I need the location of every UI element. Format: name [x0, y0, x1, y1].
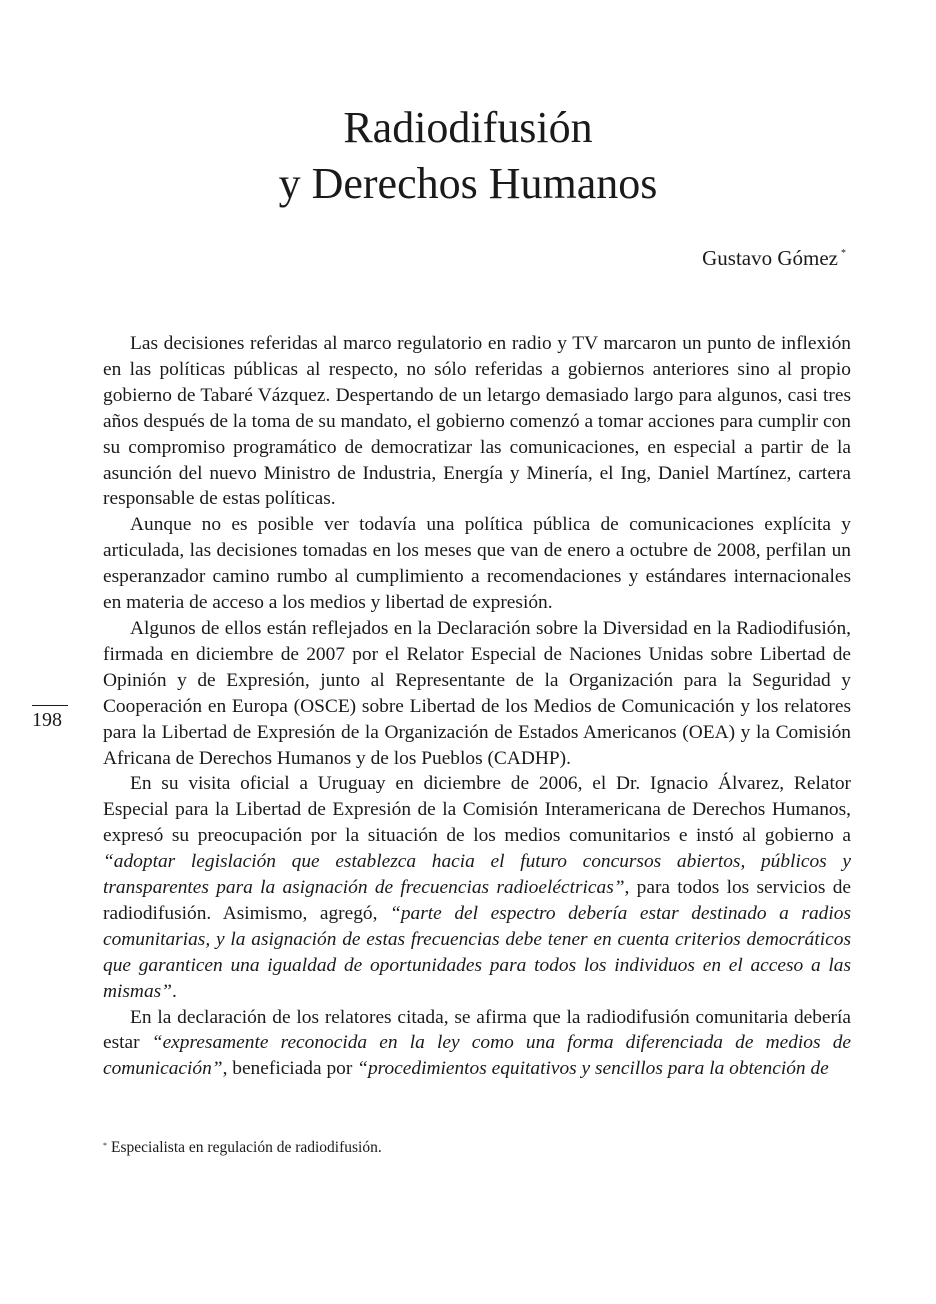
footnote [103, 1138, 382, 1158]
quoted-text: “adoptar legislación que establezca hacia el futuro concursos abiertos, públicos y transparentes para la asignación de frecuencias radioeléctricas” [103, 851, 851, 899]
paragraph-text: Las decisiones referidas al marco regulatorio en radio y TV marcaron un punto de inflexión en las políticas públicas al respecto, no sólo referidas a gobiernos anteriores sino al propio gobierno de Tabaré Vázquez. Despertando de un letargo demasiado largo para algunos, casi tres años después de la toma de su mandato, el gobierno comenzó a tomar acciones para cumplir con su compromiso programático de democratizar las comunicaciones, en especial a partir de la asunción del nuevo Ministro de Industria, Energía y Minería, el Ing, Daniel Martínez, cartera responsable de estas políticas. [103, 333, 851, 510]
title-line-2: y Derechos Humanos [278, 159, 658, 208]
quoted-text: “expresamente reconocida en la ley como una forma diferenciada de medios de comunicación” [103, 1032, 851, 1080]
footnote-text: Especialista en regulación de radiodifusión. [111, 1139, 382, 1156]
paragraph-text: En la declaración de los relatores citada, se afirma que la radiodifusión comunitaria debería estar [103, 1006, 851, 1054]
paragraph-text: Algunos de ellos están reflejados en la Declaración sobre la Diversidad en la Radiodifusión, firmada en diciembre de 2007 por el Relator Especial de Naciones Unidas sobre Libertad de Opinión y de Expresión, junto al Representante de la Organización para la Seguridad y Cooperación en Europa (OSCE) sobre Libertad de los Medios de Comunicación y los relatores para la Libertad de Expresión de la Organización de Estados Americanos (OEA) y la Comisión Africana de Derechos Humanos y de los Pueblos (CADHP). [103, 617, 851, 769]
quoted-text: “parte del espectro debería estar destinado a radios comunitarias, y la asignación de estas frecuencias debe tener en cuenta criterios democráticos que garanticen una igualdad de oportunidades para todos los individuos en el acceso a las mismas” [103, 902, 851, 1002]
paragraph [103, 331, 851, 512]
paragraph [103, 1005, 851, 1083]
paragraph-text: , beneficiada por [222, 1058, 358, 1080]
paragraph [103, 616, 851, 771]
author-byline [702, 245, 846, 271]
paragraph-text: , para todos los servicios de radiodifusión. Asimismo, agregó, [103, 877, 851, 924]
title-line-1: Radiodifusión [343, 103, 593, 152]
author-name: Gustavo Gómez [702, 246, 838, 270]
paragraph [103, 771, 851, 1004]
paragraph [103, 512, 851, 616]
page-number-rule [32, 705, 68, 706]
footnote-mark: * [103, 1141, 107, 1150]
article-body [103, 331, 851, 1082]
paragraph-text: . [171, 980, 177, 1002]
paragraph-text: Aunque no es posible ver todavía una política pública de comunicaciones explícita y articulada, las decisiones tomadas en los meses que van de enero a octubre de 2008, perfilan un esperanzador camino rumbo al cumplimiento a recomendaciones y estándares internacionales en materia de acceso a los medios y libertad de expresión. [103, 514, 851, 614]
paragraph-text: En su visita oficial a Uruguay en diciembre de 2006, el Dr. Ignacio Álvarez, Relator Especial para la Libertad de Expresión de la Comisión Interamericana de Derechos Humanos, expresó su preocupación por la situación de los medios comunitarios e instó al gobierno a [103, 773, 851, 847]
article-title [0, 100, 936, 212]
page-number: 198 [32, 709, 62, 731]
author-footnote-mark: * [841, 248, 846, 259]
quoted-text: “procedimientos equitativos y sencillos para la obtención de [357, 1058, 829, 1080]
